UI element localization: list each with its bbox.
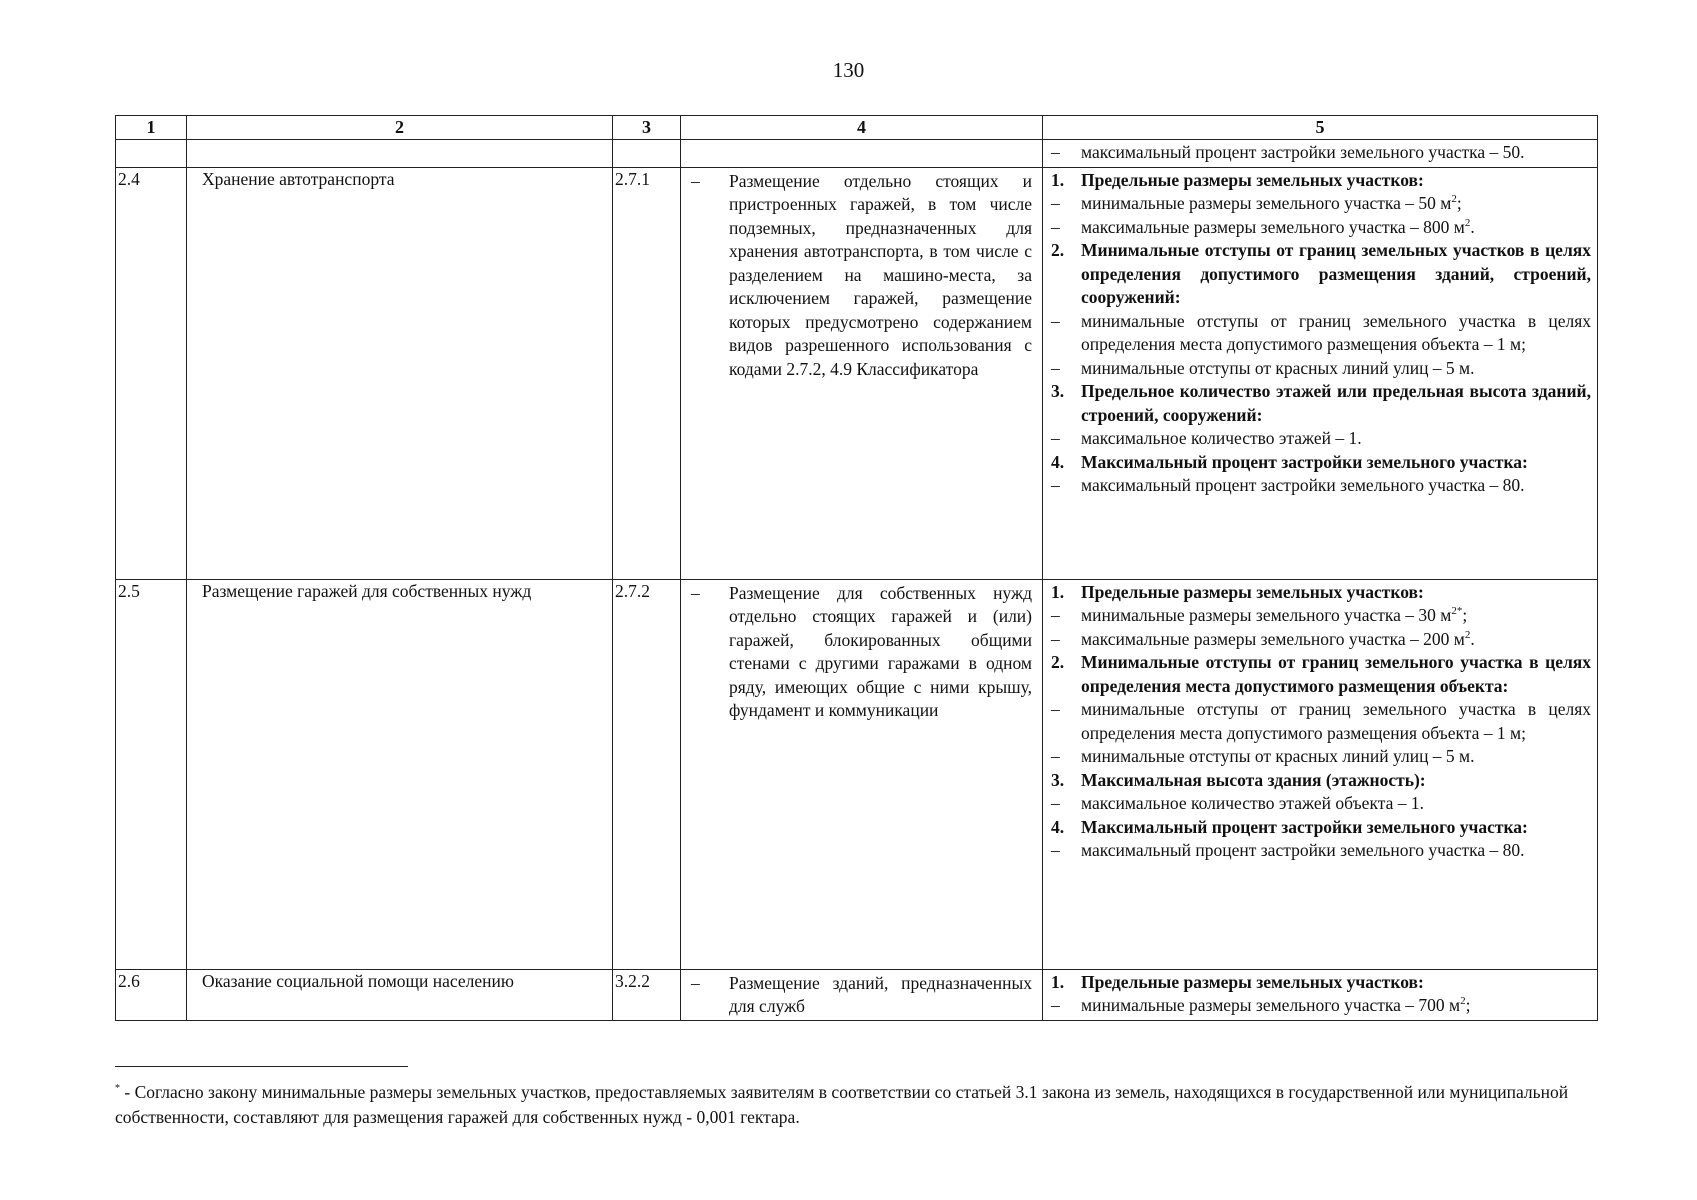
row-name: Размещение гаражей для собственных нужд xyxy=(187,579,613,969)
param-number: 4. xyxy=(1051,451,1065,472)
param-number: 1. xyxy=(1051,581,1065,602)
row-code: 2.6 xyxy=(116,969,187,1020)
header-col-3: 3 xyxy=(613,116,681,140)
param-dash: – xyxy=(1051,142,1060,162)
row-description xyxy=(681,168,1042,382)
param-text: Минимальные отступы от границ земельных участков в целях определения допустимого размещения зданий, строений, сооружений: xyxy=(1081,240,1591,307)
param-text: максимальное количество этажей – 1. xyxy=(1081,428,1362,448)
param-text: минимальные отступы от красных линий улиц – 5 м. xyxy=(1081,746,1475,766)
row-classifier-code: 3.2.2 xyxy=(613,969,681,1020)
description-text: Размещение отдельно стоящих и пристроенных гаражей, в том числе подземных, предназначенных для хранения автотранспорта, в том числе с разделением на машино-места, за исключением гаражей, размещение которых предусмотрено содержанием видов разрешенного использования с кодами 2.7.2, 4.9 Классификатора xyxy=(729,170,1032,379)
row-name: Хранение автотранспорта xyxy=(187,167,613,579)
param-text: минимальные отступы от красных линий улиц – 5 м. xyxy=(1081,357,1475,378)
param-text: минимальные размеры земельного участка – 700 $м^2$; xyxy=(1081,995,1471,1015)
superscript: 2 xyxy=(1464,628,1471,641)
param-item xyxy=(1051,745,1591,769)
footnote-text: - Согласно закону минимальные размеры земельных участков, предоставляемых заявителям в соответствии со статьей 3.1 закона из земель, находящихся в государственной или муниципальной собственности, составляют для размещения гаражей для собственных нужд - 0,001 гектара. xyxy=(115,1082,1569,1127)
header-col-1: 1 xyxy=(116,116,187,140)
param-heading xyxy=(1051,169,1591,193)
param-text: максимальный процент застройки земельного участка – 80. xyxy=(1081,475,1525,495)
param-item xyxy=(1051,427,1591,451)
param-item xyxy=(1051,839,1591,863)
row-code: 2.5 xyxy=(116,579,187,969)
param-heading xyxy=(1051,581,1591,605)
param-dash: – xyxy=(1051,475,1060,495)
footnote-mark: * xyxy=(115,1083,120,1095)
superscript: 2 xyxy=(1464,216,1471,229)
header-col-5: 5 xyxy=(1043,116,1598,140)
footnote-separator xyxy=(115,1066,408,1067)
table-row xyxy=(116,969,1598,1020)
param-item xyxy=(1051,192,1591,216)
param-heading xyxy=(1051,651,1591,698)
param-text: минимальные размеры земельного участка – 50 $м^2$; xyxy=(1081,193,1462,213)
param-dash: – xyxy=(1051,746,1060,766)
footnote xyxy=(115,1080,1597,1130)
params-list xyxy=(1043,140,1597,167)
param-item xyxy=(1051,628,1591,652)
param-text: Предельное количество этажей или предельная высота зданий, строений, сооружений: xyxy=(1081,381,1591,425)
param-text: Максимальный процент застройки земельного участка: xyxy=(1081,451,1528,472)
description-text: Размещение для собственных нужд отдельно стоящих гаражей и (или) гаражей, блокированных общими стенами с другими гаражами в одном ряду, имеющих общие с ними крышу, фундамент и коммуникации xyxy=(729,582,1032,720)
row-code: 2.4 xyxy=(116,167,187,579)
param-text: Максимальная высота здания (этажность): xyxy=(1081,769,1426,790)
param-item xyxy=(1051,994,1591,1018)
param-text: Предельные размеры земельных участков: xyxy=(1081,971,1424,992)
param-heading xyxy=(1051,239,1591,310)
param-text: максимальные размеры земельного участка – 800 $м^2$. xyxy=(1081,216,1475,237)
row-description xyxy=(681,580,1042,723)
param-text: максимальные размеры земельного участка – 200 $м^2$. xyxy=(1081,628,1475,649)
param-item xyxy=(1051,604,1591,628)
param-number: 1. xyxy=(1051,971,1065,992)
param-item xyxy=(1051,357,1591,381)
param-text: Максимальный процент застройки земельного участка: xyxy=(1081,816,1528,837)
superscript: 2* xyxy=(1451,605,1463,618)
param-text: Минимальные отступы от границ земельного участка в целях определения места допустимого размещения объекта: xyxy=(1081,652,1591,696)
table-row xyxy=(116,579,1598,969)
param-dash: – xyxy=(1051,193,1060,213)
param-text: минимальные отступы от границ земельного участка в целях определения места допустимого размещения объекта – 1 м; xyxy=(1081,699,1591,743)
row-name: Оказание социальной помощи населению xyxy=(187,969,613,1020)
param-number: 4. xyxy=(1051,816,1065,837)
row-classifier-code: 2.7.2 xyxy=(613,579,681,969)
param-dash: – xyxy=(1051,216,1060,237)
param-dash: – xyxy=(1051,628,1060,649)
param-dash: – xyxy=(1051,605,1060,625)
param-dash: – xyxy=(1051,995,1060,1015)
description-dash: – xyxy=(691,170,700,191)
header-row xyxy=(116,116,1598,140)
params-list xyxy=(1043,970,1597,1020)
param-text: минимальные размеры земельного участка – 30 $м^{2*}$; xyxy=(1081,605,1468,625)
params-list xyxy=(1043,580,1597,865)
continuation-row xyxy=(116,140,1598,168)
param-text: Предельные размеры земельных участков: xyxy=(1081,581,1424,602)
param-text: Предельные размеры земельных участков: xyxy=(1081,169,1424,190)
land-use-table xyxy=(115,115,1598,1021)
param-number: 3. xyxy=(1051,381,1065,401)
param-text: максимальный процент застройки земельного участка – 80. xyxy=(1081,840,1525,860)
param-item xyxy=(1051,216,1591,240)
param-number: 2. xyxy=(1051,240,1065,260)
superscript: 2 xyxy=(1451,193,1457,206)
param-dash: – xyxy=(1051,428,1060,448)
param-text: максимальное количество этажей объекта – 1. xyxy=(1081,793,1424,813)
param-heading xyxy=(1051,816,1591,840)
param-item xyxy=(1051,310,1591,357)
param-number: 3. xyxy=(1051,769,1065,790)
param-item xyxy=(1051,792,1591,816)
superscript: 2 xyxy=(1460,995,1466,1008)
description-text: Размещение зданий, предназначенных для служб xyxy=(729,972,1032,1016)
params-list xyxy=(1043,168,1597,500)
header-col-4: 4 xyxy=(681,116,1043,140)
param-text: максимальный процент застройки земельного участка – 50. xyxy=(1081,142,1525,162)
param-heading xyxy=(1051,769,1591,793)
row-description xyxy=(681,970,1042,1019)
param-dash: – xyxy=(1051,840,1060,860)
row-classifier-code: 2.7.1 xyxy=(613,167,681,579)
param-dash: – xyxy=(1051,793,1060,813)
param-dash: – xyxy=(1051,699,1060,719)
param-item xyxy=(1051,698,1591,745)
param-item xyxy=(1051,141,1591,165)
param-heading xyxy=(1051,380,1591,427)
param-number: 1. xyxy=(1051,169,1065,190)
param-number: 2. xyxy=(1051,652,1065,672)
description-dash: – xyxy=(691,582,700,603)
param-heading xyxy=(1051,451,1591,475)
param-dash: – xyxy=(1051,310,1060,331)
table-row xyxy=(116,167,1598,579)
description-dash: – xyxy=(691,972,700,993)
header-col-2: 2 xyxy=(187,116,613,140)
param-dash: – xyxy=(1051,357,1060,378)
param-item xyxy=(1051,474,1591,498)
page-number: 130 xyxy=(832,58,865,82)
param-heading xyxy=(1051,971,1591,995)
param-text: минимальные отступы от границ земельного участка в целях определения места допустимого размещения объекта – 1 м; xyxy=(1081,310,1591,354)
